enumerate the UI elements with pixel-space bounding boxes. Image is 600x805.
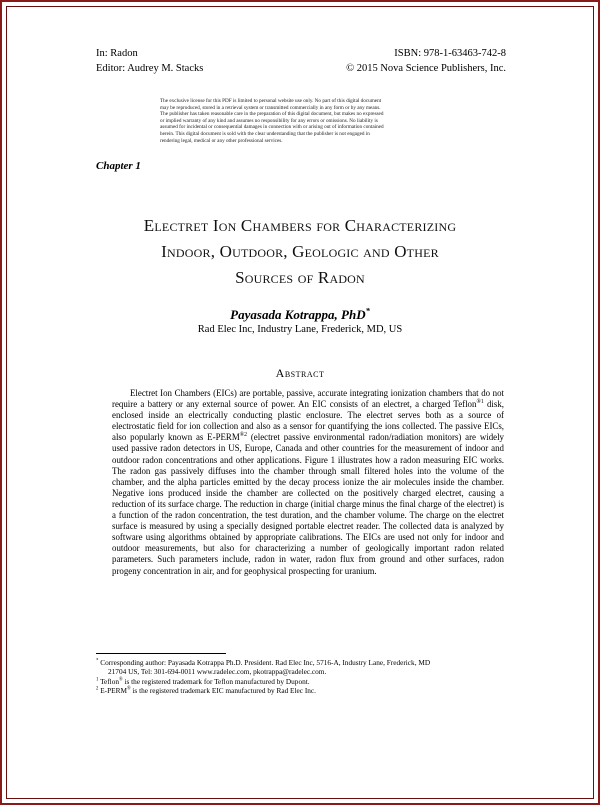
copyright: © 2015 Nova Science Publishers, Inc. [346,63,506,74]
chapter-label: Chapter 1 [96,160,141,172]
license-line: herein. This digital document is sold with the clear understanding that the publisher is not engaged in [160,130,370,137]
footnote-eperm [96,686,516,695]
license-line: The publisher has taken reasonable care in the preparation of this digital document, but makes no expressed [160,111,384,118]
footnote-text: E-PERM [98,685,127,695]
book-editor: Editor: Audrey M. Stacks [96,63,204,74]
abstract-heading: Abstract [275,366,325,380]
book-title: In: Radon [96,48,138,59]
footnote-corresponding [96,658,516,667]
author-footnote-mark: * [365,305,370,316]
author-name [0,307,600,323]
license-line: The exclusive license for this PDF is limited to personal website use only. No part of this digital document [160,98,382,104]
license-line: may be reproduced, stored in a retrieval system or transmitted commercially in any form or by any means. [160,104,381,111]
footnote-text: Teflon [98,676,120,686]
title-line: Sources of Radon [235,268,365,287]
abstract-text: disk, enclosed inside an electrically conducting plastic enclosure. The electret serves both as a source of electrostatic field for ion collection and also as a sensor for quantifying the ions collected. The passive EICs, also popularly known as E-PERM [112,399,505,443]
header-left [96,46,203,76]
license-notice [160,98,440,144]
footnote-text: is the registered trademark EIC manufactured by Rad Elec Inc. [130,685,316,695]
footnote-mark: 1 [96,677,99,683]
license-line: or implied warranty of any kind and assumes no responsibility for any errors or omissions. No liability is [160,117,378,124]
registered-mark: ® [126,686,131,692]
footnote-text: is the registered trademark for Teflon manufactured by Dupont. [122,676,310,686]
footnotes [96,658,516,695]
abstract-text: (electret passive environmental radon/radiation monitors) are widely used passive radon detectors in US, Europe, Canada and other countries for the measurement of indoor and outdoor radon concentrations and other applications. Figure 1 illustrates how a radon measuring EIC works. The radon gas passively diffuses into the chamber through small filtered holes into the volume of the chamber, and the alpha particles emitted by the decay process ionize the air molecules inside the chamber. Negative ions produced inside the chamber are collected on the positively charged electret, causing a reduction of its surface charge. The reduction in charge (initial charge minus the final charge of the electret) is a function of the radon concentration, the test duration, and the chamber volume. The charge on the electret surface is measured by using a specially designed portable electret reader. The collected data is analyzed by software using algorithms obtained by appropriate calibrations. The EICs are used not only for indoor and outdoor measurements, but also for characterizing a number of geologically important radon related parameters. Such parameters include, radon in water, radon flux from ground and other surfaces, radon progeny concentration in air, and for geophysical prospecting for uranium. [112,432,504,576]
registered-mark: ® [119,677,123,683]
footnote-text: Corresponding author: Payasada Kotrappa Ph.D. President. Rad Elec Inc, 5716-A, Industry Lane, Frederick, MD [98,658,431,667]
isbn: ISBN: 978-1-63463-742-8 [394,48,506,59]
footnote-ref: ®1 [476,399,484,406]
abstract-text: Electret Ion Chambers (EICs) are portable, passive, accurate integrating ionization chambers that do not require a battery or any external source of power. An EIC consists of an electret, a charged Teflon [112,388,504,410]
author-affiliation: Rad Elec Inc, Industry Lane, Frederick, MD, US [197,324,403,335]
abstract-body [112,388,504,577]
license-line: rendering legal, medical or any other professional services. [160,137,283,144]
footnote-mark: * [96,658,99,664]
footnote-divider [96,653,226,654]
chapter-title [60,213,540,291]
license-line: assumed for incidental or consequential damages in connection with or arising out of information contained [160,124,384,131]
footnote-corresponding-cont: 21704 US, Tel: 301-694-0011 www.radelec.com, pkotrappa@radelec.com. [108,667,327,677]
author-name-text: Payasada Kotrappa, PhD [230,307,366,322]
title-line: Electret Ion Chambers for Characterizing [143,216,457,235]
footnote-mark: 2 [96,686,99,692]
title-line: Indoor, Outdoor, Geologic and Other [161,242,439,261]
footnote-teflon [96,677,516,686]
footnote-ref: ®2 [239,432,247,439]
header-right [300,46,506,76]
